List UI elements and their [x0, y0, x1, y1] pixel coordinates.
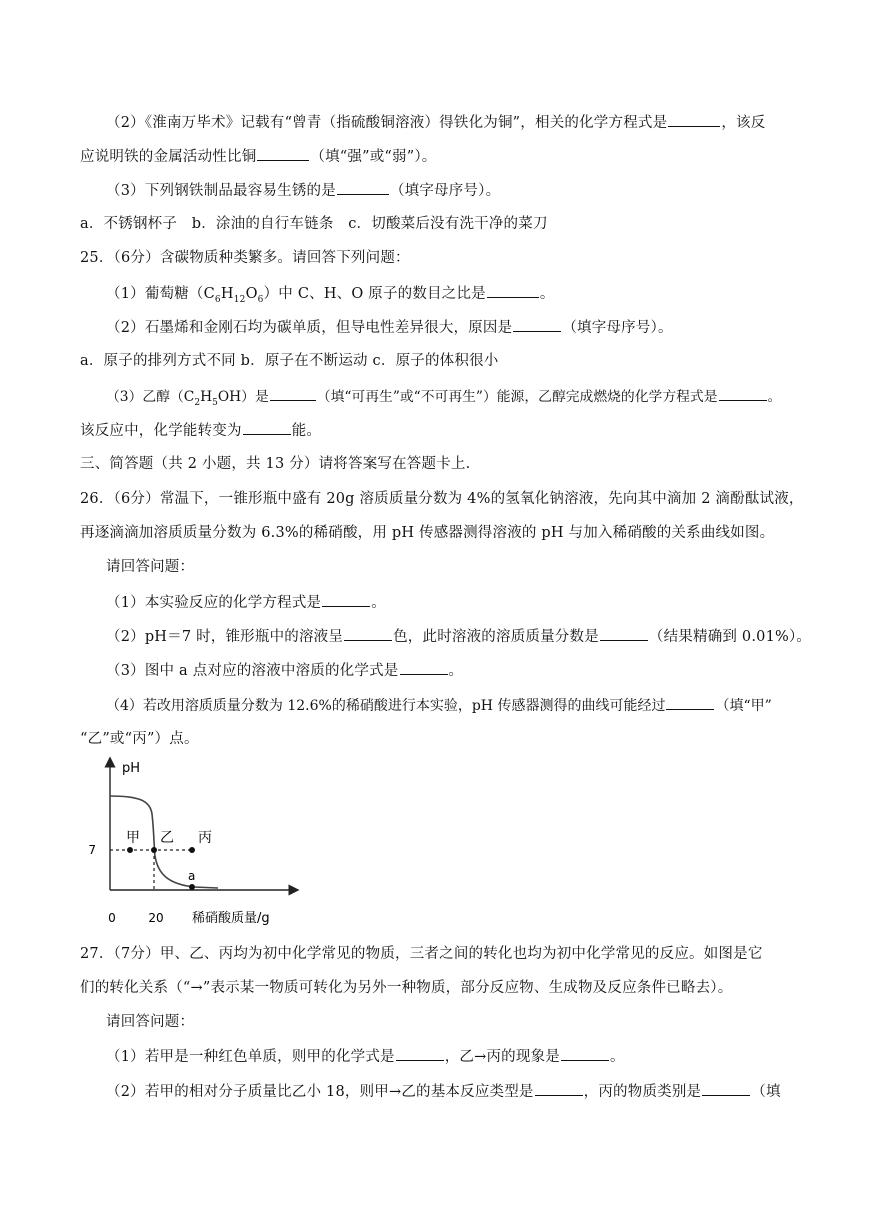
point-a: [189, 884, 195, 890]
text: H: [200, 389, 213, 405]
answer-blank[interactable]: [270, 386, 316, 401]
q26-part4: [106, 695, 772, 716]
text: （结果精确到 0.01%）。: [648, 629, 812, 645]
q25-heading: 25．（6分）含碳物质种类繁多。请回答下列问题：: [80, 250, 410, 266]
q24-part3: [106, 180, 500, 201]
q26-line2: 再逐滴滴加溶质质量分数为 6.3%的稀硝酸，用 pH 传感器测得溶液的 pH 与加入稀硝酸的关系曲线如图。: [80, 525, 775, 541]
answer-blank[interactable]: [487, 283, 539, 298]
q27-part1: [106, 1046, 625, 1067]
section-3-heading: 三、简答题（共 2 小题，共 13 分）请将答案写在答题卡上.: [80, 456, 471, 472]
text: 。: [767, 389, 782, 405]
text: （填“甲”: [715, 698, 772, 714]
text: 。: [539, 286, 555, 302]
text: （填“可再生”或“不可再生”）能源，乙醇完成燃烧的化学方程式是: [316, 389, 718, 405]
text: （1）本实验反应的化学方程式是: [106, 595, 322, 611]
text: 。: [371, 595, 386, 611]
q26-part3: [106, 660, 463, 681]
text: 该反应中，化学能转变为: [80, 423, 242, 439]
text: （填“强”或“弱”）。: [310, 149, 437, 165]
text: 色，此时溶液的溶质质量分数是: [393, 629, 599, 645]
subscript: 5: [212, 397, 218, 408]
text: ，丙的物质类别是: [583, 1084, 702, 1100]
subscript: 6: [214, 294, 221, 305]
q24-part2-line2: [80, 146, 437, 167]
text: （4）若改用溶质质量分数为 12.6%的稀硝酸进行本实验，pH 传感器测得的曲线可能经过: [106, 698, 666, 714]
q27-part2: [106, 1081, 781, 1102]
answer-blank[interactable]: [666, 695, 714, 710]
q24-options: a．不锈钢杯子 b．涂油的自行车链条 c．切酸菜后没有洗干净的菜刀: [80, 216, 548, 232]
answer-blank[interactable]: [702, 1081, 750, 1096]
q26-line3: 请回答问题：: [106, 559, 195, 575]
q27-line3: 请回答问题：: [106, 1014, 195, 1030]
text: （3）乙醇（C: [106, 389, 195, 405]
text: （1）葡萄糖（C: [106, 286, 215, 302]
text: 能。: [291, 423, 322, 439]
point-bing: [189, 847, 195, 853]
x-tick-label: 20: [148, 911, 164, 925]
text: O: [245, 286, 258, 302]
answer-blank[interactable]: [337, 180, 389, 195]
ph-curve-chart: [88, 756, 304, 932]
text: （2）pH＝7 时，锥形瓶中的溶液呈: [106, 629, 344, 645]
y-axis-label: pH: [122, 761, 141, 776]
point-yi: [151, 847, 157, 853]
text: （3）下列钢铁制品最容易生锈的是: [106, 183, 336, 199]
y-tick-label: 7: [88, 843, 96, 857]
answer-blank[interactable]: [257, 146, 309, 161]
label-bing: 丙: [198, 830, 212, 846]
text: （2）《淮南万毕术》记载有“曾青（指硫酸铜溶液）得铁化为铜”，相关的化学方程式是: [106, 115, 668, 131]
answer-blank[interactable]: [561, 1046, 609, 1061]
q26-part4-cont: “乙”或“丙”）点。: [80, 731, 199, 747]
label-a: a: [188, 869, 196, 883]
text: H: [220, 286, 234, 302]
text: 应说明铁的金属活动性比铜: [80, 149, 257, 165]
text: 。: [609, 1049, 625, 1065]
answer-blank[interactable]: [344, 626, 392, 641]
answer-blank[interactable]: [396, 1046, 444, 1061]
text: （填字母序号）。: [389, 183, 501, 199]
subscript: 12: [233, 294, 246, 305]
text: （填字母序号）。: [562, 320, 673, 336]
q25-part4: [80, 420, 321, 441]
q26-part2: [106, 626, 811, 647]
text: （填: [751, 1084, 781, 1100]
q24-part2-line1: [106, 112, 765, 133]
q25-part2: [106, 317, 673, 338]
label-jia: 甲: [126, 830, 140, 846]
text: （3）图中 a 点对应的溶液中溶质的化学式是: [106, 663, 399, 679]
point-jia: [127, 847, 133, 853]
answer-blank[interactable]: [513, 317, 561, 332]
text: 。: [448, 663, 464, 679]
answer-blank[interactable]: [719, 386, 767, 401]
answer-blank[interactable]: [535, 1081, 583, 1096]
x-axis-label: 稀硝酸质量/g: [192, 911, 270, 926]
q25-part3: [106, 386, 781, 407]
q25-options: a．原子的排列方式不同 b．原子在不断运动 c．原子的体积很小: [80, 353, 499, 369]
label-yi: 乙: [160, 830, 174, 846]
q26-line1: 26．（6分）常温下，一锥形瓶中盛有 20g 溶质质量分数为 4%的氢氧化钠溶液，先向其中滴加 2 滴酚酞试液，: [80, 491, 804, 507]
q26-part1: [106, 592, 386, 613]
origin-label: 0: [108, 911, 116, 925]
q25-part1: [106, 283, 555, 304]
text: ，该反: [721, 115, 766, 131]
answer-blank[interactable]: [243, 420, 291, 435]
answer-blank[interactable]: [322, 592, 370, 607]
text: （1）若甲是一种红色单质，则甲的化学式是: [106, 1049, 395, 1065]
text: OH）是: [217, 389, 269, 405]
q27-line1: 27．（7分）甲、乙、丙均为初中化学常见的物质，三者之间的转化也均为初中化学常见的反应。如图是它: [80, 946, 763, 962]
text: （2）石墨烯和金刚石均为碳单质，但导电性差异很大，原因是: [106, 320, 513, 336]
text: ）中 C、H、O 原子的数目之比是: [263, 286, 486, 302]
text: ，乙→丙的现象是: [444, 1049, 560, 1065]
text: （2）若甲的相对分子质量比乙小 18，则甲→乙的基本反应类型是: [106, 1084, 534, 1100]
answer-blank[interactable]: [600, 626, 648, 641]
answer-blank[interactable]: [400, 660, 448, 675]
answer-blank[interactable]: [668, 112, 720, 127]
q27-line2: 们的转化关系（“→”表示某一物质可转化为另外一种物质，部分反应物、生成物及反应条件已略去）。: [80, 980, 733, 996]
subscript: 6: [257, 294, 264, 305]
subscript: 2: [194, 397, 201, 408]
